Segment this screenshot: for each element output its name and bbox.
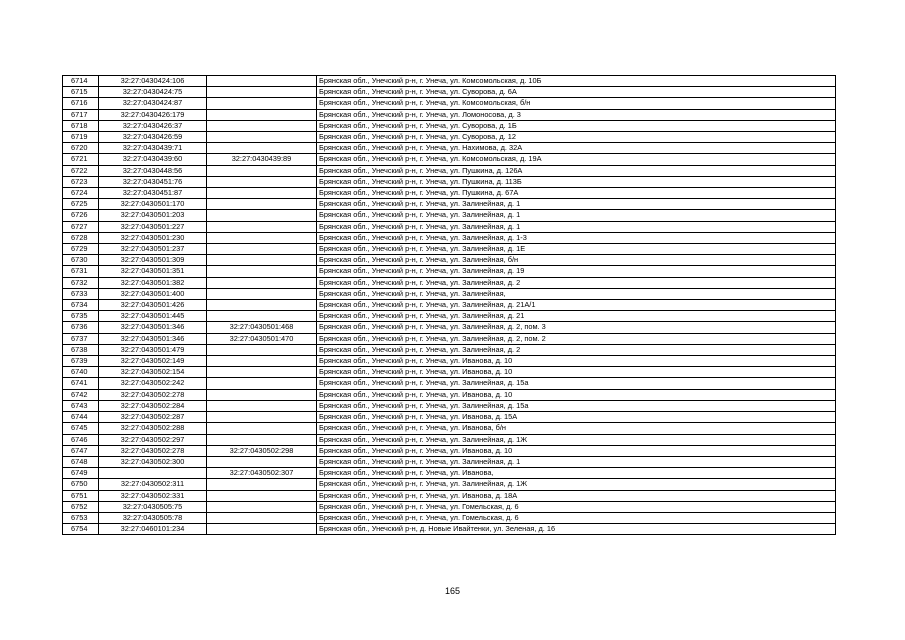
address-cell: Брянская обл., Унечский р-н, г. Унеча, ул. Суворова, д. 12 — [317, 132, 836, 143]
related-cadastral-number-cell — [207, 232, 317, 243]
table-row — [63, 176, 836, 187]
row-number-cell: 6737 — [63, 333, 99, 344]
related-cadastral-number-cell — [207, 165, 317, 176]
cadastral-number-cell: 32:27:0430426:179 — [99, 109, 207, 120]
row-number-cell: 6740 — [63, 367, 99, 378]
row-number-cell: 6729 — [63, 244, 99, 255]
table-row — [63, 132, 836, 143]
table-row — [63, 255, 836, 266]
row-number-cell: 6734 — [63, 300, 99, 311]
related-cadastral-number-cell — [207, 356, 317, 367]
related-cadastral-number-cell — [207, 109, 317, 120]
related-cadastral-number-cell — [207, 188, 317, 199]
address-cell: Брянская обл., Унечский р-н, г. Унеча, ул. Иванова, д. 10 — [317, 445, 836, 456]
related-cadastral-number-cell — [207, 344, 317, 355]
address-cell: Брянская обл., Унечский р-н, г. Унеча, ул. Гомельская, д. 6 — [317, 501, 836, 512]
related-cadastral-number-cell — [207, 98, 317, 109]
address-cell: Брянская обл., Унечский р-н, г. Унеча, ул. Залинейная, д. 1Е — [317, 244, 836, 255]
related-cadastral-number-cell — [207, 423, 317, 434]
table-row — [63, 512, 836, 523]
table-row — [63, 367, 836, 378]
page-number: 165 — [444, 586, 461, 596]
row-number-cell: 6716 — [63, 98, 99, 109]
related-cadastral-number-cell — [207, 76, 317, 87]
row-number-cell: 6753 — [63, 512, 99, 523]
address-cell: Брянская обл., Унечский р-н, г. Унеча, ул. Комсомольская, д. 19А — [317, 154, 836, 165]
cadastral-number-cell: 32:27:0430448:56 — [99, 165, 207, 176]
related-cadastral-number-cell: 32:27:0430502:307 — [207, 468, 317, 479]
related-cadastral-number-cell — [207, 300, 317, 311]
row-number-cell: 6731 — [63, 266, 99, 277]
row-number-cell: 6732 — [63, 277, 99, 288]
row-number-cell: 6730 — [63, 255, 99, 266]
cadastral-number-cell: 32:27:0430502:300 — [99, 456, 207, 467]
table-row — [63, 333, 836, 344]
row-number-cell: 6735 — [63, 311, 99, 322]
table-row — [63, 76, 836, 87]
related-cadastral-number-cell — [207, 367, 317, 378]
address-cell: Брянская обл., Унечский р-н, г. Унеча, ул. Комсомольская, д. 10Б — [317, 76, 836, 87]
table-row — [63, 266, 836, 277]
address-cell: Брянская обл., Унечский р-н, г. Унеча, ул. Залинейная, д. 1Ж — [317, 479, 836, 490]
table-row — [63, 188, 836, 199]
related-cadastral-number-cell — [207, 277, 317, 288]
table-row — [63, 434, 836, 445]
address-cell: Брянская обл., Унечский р-н, г. Унеча, ул. Нахимова, д. 32А — [317, 143, 836, 154]
cadastral-number-cell: 32:27:0430501:479 — [99, 344, 207, 355]
table-row — [63, 311, 836, 322]
cadastral-number-cell: 32:27:0430502:297 — [99, 434, 207, 445]
table-row — [63, 490, 836, 501]
related-cadastral-number-cell — [207, 255, 317, 266]
row-number-cell: 6717 — [63, 109, 99, 120]
row-number-cell: 6726 — [63, 210, 99, 221]
cadastral-number-cell: 32:27:0430451:87 — [99, 188, 207, 199]
cadastral-number-cell: 32:27:0430502:311 — [99, 479, 207, 490]
related-cadastral-number-cell: 32:27:0430502:298 — [207, 445, 317, 456]
related-cadastral-number-cell: 32:27:0430439:89 — [207, 154, 317, 165]
address-cell: Брянская обл., Унечский р-н, г. Унеча, ул. Иванова, д. 10 — [317, 356, 836, 367]
cadastral-number-cell: 32:27:0430501:400 — [99, 288, 207, 299]
row-number-cell: 6722 — [63, 165, 99, 176]
related-cadastral-number-cell — [207, 288, 317, 299]
cadastral-number-cell: 32:27:0430424:106 — [99, 76, 207, 87]
cadastral-number-cell: 32:27:0430501:227 — [99, 221, 207, 232]
row-number-cell: 6727 — [63, 221, 99, 232]
table-row — [63, 87, 836, 98]
table-row — [63, 109, 836, 120]
related-cadastral-number-cell — [207, 87, 317, 98]
cadastral-number-cell: 32:27:0430426:37 — [99, 120, 207, 131]
table-row — [63, 344, 836, 355]
address-cell: Брянская обл., Унечский р-н, г. Унеча, ул. Суворова, д. 1Б — [317, 120, 836, 131]
row-number-cell: 6721 — [63, 154, 99, 165]
related-cadastral-number-cell — [207, 524, 317, 535]
table-row — [63, 479, 836, 490]
table-row — [63, 232, 836, 243]
address-cell: Брянская обл., Унечский р-н, г. Унеча, ул. Залинейная, д. 1-3 — [317, 232, 836, 243]
related-cadastral-number-cell — [207, 389, 317, 400]
row-number-cell: 6752 — [63, 501, 99, 512]
address-cell: Брянская обл., Унечский р-н, г. Унеча, ул. Залинейная, д. 1 — [317, 199, 836, 210]
row-number-cell: 6745 — [63, 423, 99, 434]
address-cell: Брянская обл., Унечский р-н, г. Унеча, ул. Гомельская, д. 6 — [317, 512, 836, 523]
row-number-cell: 6747 — [63, 445, 99, 456]
table-row — [63, 288, 836, 299]
address-cell: Брянская обл., Унечский р-н, г. Унеча, ул. Залинейная, д. 2, пом. 3 — [317, 322, 836, 333]
cadastral-number-cell: 32:27:0460101:234 — [99, 524, 207, 535]
address-cell: Брянская обл., Унечский р-н, г. Унеча, ул. Иванова, д. 18А — [317, 490, 836, 501]
table-row — [63, 524, 836, 535]
address-cell: Брянская обл., Унечский р-н, г. Унеча, ул. Иванова, б/н — [317, 423, 836, 434]
related-cadastral-number-cell — [207, 311, 317, 322]
cadastral-number-cell — [99, 468, 207, 479]
cadastral-number-cell: 32:27:0430502:288 — [99, 423, 207, 434]
related-cadastral-number-cell — [207, 434, 317, 445]
table-row — [63, 423, 836, 434]
cadastral-number-cell: 32:27:0430502:149 — [99, 356, 207, 367]
table-row — [63, 154, 836, 165]
table-row — [63, 378, 836, 389]
cadastral-number-cell: 32:27:0430501:351 — [99, 266, 207, 277]
related-cadastral-number-cell — [207, 176, 317, 187]
table-row — [63, 322, 836, 333]
cadastral-number-cell: 32:27:0430501:309 — [99, 255, 207, 266]
address-cell: Брянская обл., Унечский р-н, г. Унеча, ул. Залинейная, — [317, 288, 836, 299]
address-cell: Брянская обл., Унечский р-н, г. Унеча, ул. Залинейная, д. 2, пом. 2 — [317, 333, 836, 344]
row-number-cell: 6719 — [63, 132, 99, 143]
address-cell: Брянская обл., Унечский р-н, г. Унеча, ул. Пушкина, д. 126А — [317, 165, 836, 176]
related-cadastral-number-cell — [207, 456, 317, 467]
cadastral-number-cell: 32:27:0430505:75 — [99, 501, 207, 512]
cadastral-number-cell: 32:27:0430451:76 — [99, 176, 207, 187]
related-cadastral-number-cell — [207, 210, 317, 221]
row-number-cell: 6714 — [63, 76, 99, 87]
table-row — [63, 445, 836, 456]
table-row — [63, 244, 836, 255]
row-number-cell: 6748 — [63, 456, 99, 467]
row-number-cell: 6738 — [63, 344, 99, 355]
table-row — [63, 468, 836, 479]
cadastral-number-cell: 32:27:0430501:230 — [99, 232, 207, 243]
cadastral-number-cell: 32:27:0430502:287 — [99, 412, 207, 423]
address-cell: Брянская обл., Унечский р-н, г. Унеча, ул. Иванова, — [317, 468, 836, 479]
cadastral-number-cell: 32:27:0430502:284 — [99, 400, 207, 411]
row-number-cell: 6733 — [63, 288, 99, 299]
address-cell: Брянская обл., Унечский р-н, г. Унеча, ул. Суворова, д. 6А — [317, 87, 836, 98]
related-cadastral-number-cell — [207, 143, 317, 154]
address-cell: Брянская обл., Унечский р-н, г. Унеча, ул. Залинейная, д. 1Ж — [317, 434, 836, 445]
cadastral-number-cell: 32:27:0430502:331 — [99, 490, 207, 501]
related-cadastral-number-cell — [207, 244, 317, 255]
table-row — [63, 389, 836, 400]
row-number-cell: 6742 — [63, 389, 99, 400]
row-number-cell: 6736 — [63, 322, 99, 333]
cadastral-number-cell: 32:27:0430501:445 — [99, 311, 207, 322]
row-number-cell: 6725 — [63, 199, 99, 210]
row-number-cell: 6741 — [63, 378, 99, 389]
cadastral-number-cell: 32:27:0430424:75 — [99, 87, 207, 98]
row-number-cell: 6751 — [63, 490, 99, 501]
address-cell: Брянская обл., Унечский р-н, г. Унеча, ул. Залинейная, д. 19 — [317, 266, 836, 277]
cadastral-number-cell: 32:27:0430501:203 — [99, 210, 207, 221]
related-cadastral-number-cell — [207, 412, 317, 423]
table-row — [63, 501, 836, 512]
address-cell: Брянская обл., Унечский р-н, г. Унеча, ул. Залинейная, д. 21А/1 — [317, 300, 836, 311]
cadastral-number-cell: 32:27:0430501:170 — [99, 199, 207, 210]
cadastral-number-cell: 32:27:0430502:278 — [99, 445, 207, 456]
table-row — [63, 221, 836, 232]
address-cell: Брянская обл., Унечский р-н, г. Унеча, ул. Залинейная, д. 1 — [317, 210, 836, 221]
address-cell: Брянская обл., Унечский р-н, г. Унеча, ул. Залинейная, д. 15а — [317, 378, 836, 389]
address-cell: Брянская обл., Унечский р-н, г. Унеча, ул. Залинейная, д. 2 — [317, 277, 836, 288]
related-cadastral-number-cell: 32:27:0430501:468 — [207, 322, 317, 333]
address-cell: Брянская обл., Унечский р-н, г. Унеча, ул. Залинейная, д. 2 — [317, 344, 836, 355]
address-cell: Брянская обл., Унечский р-н, г. Унеча, ул. Иванова, д. 10 — [317, 389, 836, 400]
table-row — [63, 277, 836, 288]
related-cadastral-number-cell — [207, 266, 317, 277]
address-cell: Брянская обл., Унечский р-н, г. Унеча, ул. Пушкина, д. 113Б — [317, 176, 836, 187]
row-number-cell: 6746 — [63, 434, 99, 445]
table-row — [63, 210, 836, 221]
related-cadastral-number-cell — [207, 132, 317, 143]
row-number-cell: 6718 — [63, 120, 99, 131]
table-row — [63, 98, 836, 109]
related-cadastral-number-cell — [207, 400, 317, 411]
row-number-cell: 6723 — [63, 176, 99, 187]
table-row — [63, 356, 836, 367]
address-cell: Брянская обл., Унечский р-н, г. Унеча, ул. Пушкина, д. 67А — [317, 188, 836, 199]
address-cell: Брянская обл., Унечский р-н, г. Унеча, ул. Ломоносова, д. 3 — [317, 109, 836, 120]
cadastral-number-cell: 32:27:0430501:346 — [99, 333, 207, 344]
cadastral-number-cell: 32:27:0430501:382 — [99, 277, 207, 288]
row-number-cell: 6720 — [63, 143, 99, 154]
row-number-cell: 6715 — [63, 87, 99, 98]
address-cell: Брянская обл., Унечский р-н, г. Унеча, ул. Залинейная, д. 1 — [317, 456, 836, 467]
row-number-cell: 6744 — [63, 412, 99, 423]
related-cadastral-number-cell — [207, 501, 317, 512]
address-cell: Брянская обл., Унечский р-н, г. Унеча, ул. Залинейная, д. 1 — [317, 221, 836, 232]
related-cadastral-number-cell — [207, 512, 317, 523]
table-row — [63, 143, 836, 154]
row-number-cell: 6750 — [63, 479, 99, 490]
table-row — [63, 199, 836, 210]
cadastral-number-cell: 32:27:0430501:237 — [99, 244, 207, 255]
cadastral-number-cell: 32:27:0430426:59 — [99, 132, 207, 143]
cadastral-number-cell: 32:27:0430502:278 — [99, 389, 207, 400]
table-row — [63, 165, 836, 176]
address-cell: Брянская обл., Унечский р-н, г. Унеча, ул. Иванова, д. 10 — [317, 367, 836, 378]
row-number-cell: 6739 — [63, 356, 99, 367]
address-cell: Брянская обл., Унечский р-н, г. Унеча, ул. Комсомольская, б/н — [317, 98, 836, 109]
address-cell: Брянская обл., Унечский р-н, г. Унеча, ул. Залинейная, д. 21 — [317, 311, 836, 322]
cadastral-number-cell: 32:27:0430439:60 — [99, 154, 207, 165]
related-cadastral-number-cell: 32:27:0430501:470 — [207, 333, 317, 344]
related-cadastral-number-cell — [207, 120, 317, 131]
row-number-cell: 6724 — [63, 188, 99, 199]
cadastral-number-cell: 32:27:0430439:71 — [99, 143, 207, 154]
cadastral-number-cell: 32:27:0430501:426 — [99, 300, 207, 311]
related-cadastral-number-cell — [207, 221, 317, 232]
address-cell: Брянская обл., Унечский р-н, г. Унеча, ул. Иванова, д. 15А — [317, 412, 836, 423]
table-row — [63, 300, 836, 311]
row-number-cell: 6749 — [63, 468, 99, 479]
related-cadastral-number-cell — [207, 479, 317, 490]
address-cell: Брянская обл., Унечский р-н, г. Унеча, ул. Залинейная, д. 15а — [317, 400, 836, 411]
cadastral-number-cell: 32:27:0430502:242 — [99, 378, 207, 389]
table-row — [63, 456, 836, 467]
related-cadastral-number-cell — [207, 490, 317, 501]
cadastral-number-cell: 32:27:0430424:87 — [99, 98, 207, 109]
table-row — [63, 120, 836, 131]
address-cell: Брянская обл., Унечский р-н, г. Унеча, ул. Залинейная, б/н — [317, 255, 836, 266]
related-cadastral-number-cell — [207, 199, 317, 210]
table-row — [63, 400, 836, 411]
cadastral-number-cell: 32:27:0430502:154 — [99, 367, 207, 378]
registry-table-body — [63, 76, 836, 535]
cadastral-number-cell: 32:27:0430501:346 — [99, 322, 207, 333]
registry-table — [62, 75, 836, 535]
related-cadastral-number-cell — [207, 378, 317, 389]
address-cell: Брянская обл., Унечский р-н, д. Новые Ивайтенки, ул. Зеленая, д. 16 — [317, 524, 836, 535]
row-number-cell: 6743 — [63, 400, 99, 411]
table-row — [63, 412, 836, 423]
row-number-cell: 6728 — [63, 232, 99, 243]
cadastral-number-cell: 32:27:0430505:78 — [99, 512, 207, 523]
row-number-cell: 6754 — [63, 524, 99, 535]
